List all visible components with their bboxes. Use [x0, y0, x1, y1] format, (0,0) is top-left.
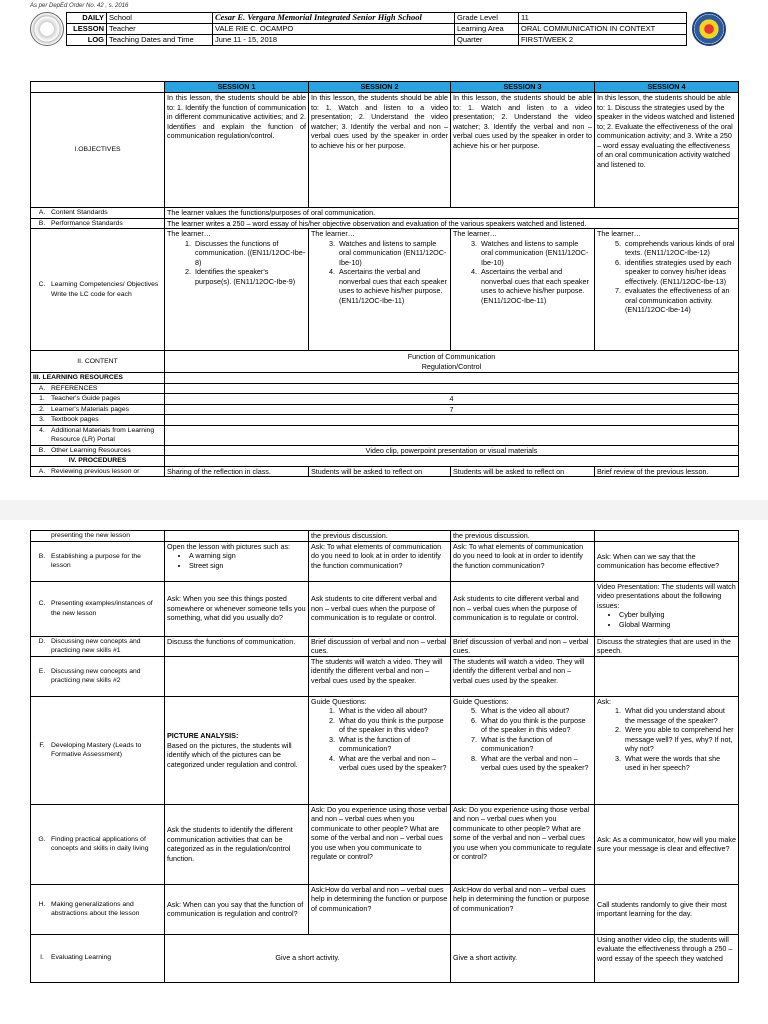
proc-f-session-4: Ask: 1. What did you understand about the message of the speaker? 2. Were you able to comprehend her message well? If yes, why? If not, why not? 3. What were the words that she used in her speech?: [595, 696, 739, 804]
content-value: Function of Communication Regulation/Control: [165, 351, 739, 373]
proc-h-session-2: Ask:How do verbal and non – verbal cues help in determining the function or purpose of communication?: [309, 884, 451, 934]
school-value: Cesar E. Vergara Memorial Integrated Senior High School: [213, 13, 455, 24]
proc-h-session-3: Ask:How do verbal and non – verbal cues help in determining the function or purpose of communication?: [451, 884, 595, 934]
proc-i-session-1-2: Give a short activity.: [165, 934, 451, 982]
competencies-session-3: The learner… 3. Watches and listens to sample oral communication (EN11/12OC-Ibe-10) 4. Ascertains the verbal and nonverbal cues that each speaker uses to achieve his/her purpose. (EN11/12OC-Ibe-11): [451, 229, 595, 351]
proc-h-label: H. Making generalizations and abstractions about the lesson: [31, 884, 165, 934]
proc-d-session-1: Discuss the functions of communication.: [165, 636, 309, 656]
session-1-header: SESSION 1: [165, 82, 309, 93]
textbook-value: [165, 415, 739, 426]
objectives-session-2: In this lesson, the students should be able to: 1. Watch and listen to a video presentation; 2. Understand the video watcher; 3. Identify the verbal and non – verbal cues used by the speaker in order to achieve his or her purpose.: [309, 93, 451, 208]
proc-d-label: D. Discussing new concepts and practicing new skills #1: [31, 636, 165, 656]
competencies-label: C. Learning Competencies/ Objectives Write the LC code for each: [31, 229, 165, 351]
proc-g-session-2: Ask: Do you experience using those verbal and non – verbal cues when you communicate to other people? What are some of the verbal and non – verbal cues you use when you communicate to regulate or control?: [309, 804, 451, 884]
proc-c-label: C. Presenting examples/instances of the new lesson: [31, 581, 165, 636]
proc-a-session-2: Students will be asked to reflect on: [309, 466, 451, 477]
objectives-session-4: In this lesson, the students should be able to: 1. Discuss the strategies used by the speaker in the videos watched and listened to; 2. Evaluate the effectiveness of the oral communication activity; and 3. Write a 250 – word essay evaluating the effectiveness of an oral communication activity watched and listened to.: [595, 93, 739, 208]
proc-d-session-4: Discuss the strategies that are used in the speech.: [595, 636, 739, 656]
proc-d-session-3: Brief discussion of verbal and non – verbal cues.: [451, 636, 595, 656]
proc-i-session-4: Using another video clip, the students will evaluate the effectiveness through a 250 – word essay of the speech they watched: [595, 934, 739, 982]
objectives-session-1: In this lesson, the students should be able to: 1. Identify the function of communication in different communicative activities; and 2. Identifies and explain the function of communication regulation/control.: [165, 93, 309, 208]
performance-standards-value: The learner writes a 250 – word essay of his/her objective observation and evaluation of the various speakers watched and listened.: [165, 218, 739, 229]
proc-i-label: I. Evaluating Learning: [31, 934, 165, 982]
proc-b-session-1: Open the lesson with pictures such as: • A warning sign • Street sign: [165, 541, 309, 581]
proc-e-session-1: [165, 656, 309, 696]
textbook-label: 3. Textbook pages: [31, 415, 165, 426]
quarter-value: FIRST/WEEK 2: [519, 35, 687, 46]
proc-a-session-2-cont: the previous discussion.: [309, 531, 451, 542]
deped-order-note: As per DepEd Order No. 42 , s. 2016: [30, 3, 129, 9]
proc-b-session-4: Ask: When can we say that the communication has become effective?: [595, 541, 739, 581]
proc-e-session-2: The students will watch a video. They will identify the different verbal and non – verbal cues used by the speaker.: [309, 656, 451, 696]
competencies-session-4: The learner… 5. comprehends various kinds of oral texts. (EN11/12OC-Ibe-12) 6. identifies strategies used by each speaker to convey his/her ideas effectively. (EN11/12OC-Ibe-13) 7. evaluates the effectiveness of an oral communication activity. (EN11/12OC-Ibe-14): [595, 229, 739, 351]
proc-h-session-1: Ask: When can you say that the function of communication is regulation and control?: [165, 884, 309, 934]
page-2: [0, 520, 768, 1024]
learners-materials-value: 7: [165, 404, 739, 415]
teacher-label: Teacher: [107, 24, 213, 35]
competencies-session-2: The learner… 3. Watches and listens to sample oral communication (EN11/12OC-Ibe-10) 4. Ascertains the verbal and nonverbal cues that each speaker uses to achieve his/her purpose. (EN11/12OC-Ibe-11): [309, 229, 451, 351]
proc-c-session-2: Ask students to cite different verbal and non – verbal cues when the purpose of communication is to regulate or control.: [309, 581, 451, 636]
learning-resources-label: III. LEARNING RESOURCES: [31, 373, 165, 384]
proc-f-session-2: Guide Questions: 1. What is the video all about? 2. What do you think is the purpose of the speaker in this video? 3. What is the function of communication? 4. What are the verbal and non – verbal cues used by the speaker?: [309, 696, 451, 804]
school-label: School: [107, 13, 213, 24]
proc-a-label-cont: presenting the new lesson: [31, 531, 165, 542]
dates-label: Teaching Dates and Time: [107, 35, 213, 46]
proc-g-session-4: Ask: As a communicator, how will you make sure your message is clear and effective?: [595, 804, 739, 884]
page-gap: [0, 500, 768, 520]
content-label: II. CONTENT: [31, 351, 165, 373]
proc-g-session-3: Ask: Do you experience using those verbal and non – verbal cues when you communicate to other people? What are some of the verbal and non – verbal cues you use when you communicate to regulate or control?: [451, 804, 595, 884]
content-standards-value: The learner values the functions/purposes of oral communication.: [165, 208, 739, 219]
quarter-label: Quarter: [455, 35, 519, 46]
page-1: [0, 0, 768, 500]
objectives-session-3: In this lesson, the students should be able to: 1. Watch and listen to a video presentation; 2. Understand the video watcher; 3. Identify the verbal and non – verbal cues used by the speaker in order to achieve his or her purpose.: [451, 93, 595, 208]
dll-label-lesson: LESSON: [67, 24, 107, 35]
additional-materials-value: [165, 425, 739, 445]
proc-f-session-1: PICTURE ANALYSIS: Based on the pictures, the students will identify which of the pictures can be categorized under regulation and control.: [165, 696, 309, 804]
proc-h-session-4: Call students randomly to give their most important learning for the day.: [595, 884, 739, 934]
proc-c-session-1: Ask: When you see this things posted somewhere or whenever someone tells you something, what did you usually do?: [165, 581, 309, 636]
session-2-header: SESSION 2: [309, 82, 451, 93]
teachers-guide-label: 1. Teacher's Guide pages: [31, 394, 165, 405]
proc-a-session-3-cont: the previous discussion.: [451, 531, 595, 542]
grade-level-label: Grade Level: [455, 13, 519, 24]
lesson-plan-table-page-2: [30, 530, 739, 983]
session-4-header: SESSION 4: [595, 82, 739, 93]
proc-f-label: F. Developing Mastery (Leads to Formative Assessment): [31, 696, 165, 804]
proc-a-session-4: Brief review of the previous lesson.: [595, 466, 739, 477]
proc-d-session-2: Brief discussion of verbal and non – verbal cues.: [309, 636, 451, 656]
proc-a-label: A. Reviewing previous lesson or: [31, 466, 165, 477]
proc-f-session-3: Guide Questions: 5. What is the video all about? 6. What do you think is the purpose of the speaker in this video? 7. What is the function of communication? 8. What are the verbal and non – verbal cues used by the speaker?: [451, 696, 595, 804]
teachers-guide-value: 4: [165, 394, 739, 405]
learning-area-label: Learning Area: [455, 24, 519, 35]
dll-label-daily: DAILY: [67, 13, 107, 24]
proc-b-label: B. Establishing a purpose for the lesson: [31, 541, 165, 581]
proc-a-session-3: Students will be asked to reflect on: [451, 466, 595, 477]
proc-g-label: G. Finding practical applications of concepts and skills in daily living: [31, 804, 165, 884]
dates-value: June 11 - 15, 2018: [213, 35, 455, 46]
school-seal-icon: [692, 12, 726, 46]
proc-i-session-3: Give a short activity.: [451, 934, 595, 982]
other-resources-value: Video clip, powerpoint presentation or visual materials: [165, 445, 739, 456]
dll-label-log: LOG: [67, 35, 107, 46]
proc-e-session-4: [595, 656, 739, 696]
proc-g-session-1: Ask the students to identify the different communication activities that can be categorized as in the regulation/control function.: [165, 804, 309, 884]
competencies-note: Write the LC code for each: [51, 290, 132, 298]
references-label: A. REFERENCES: [31, 383, 165, 394]
session-header-blank: [31, 82, 165, 93]
proc-b-session-2: Ask: To what elements of communication do you need to look at in order to identify the function communication?: [309, 541, 451, 581]
lesson-header-table: [66, 12, 687, 46]
additional-materials-label: 4. Additional Materials from Learning Resource (LR) Portal: [31, 425, 165, 445]
proc-a-session-1: Sharing of the reflection in class.: [165, 466, 309, 477]
learners-materials-label: 2. Learner's Materials pages: [31, 404, 165, 415]
lesson-plan-table-page-1: [30, 81, 739, 477]
proc-e-label: E. Discussing new concepts and practicing new skills #2: [31, 656, 165, 696]
deped-seal-icon: [30, 12, 64, 46]
performance-standards-label: B. Performance Standards: [31, 218, 165, 229]
content-standards-label: A. Content Standards: [31, 208, 165, 219]
learning-area-value: ORAL COMMUNICATION IN CONTEXT: [519, 24, 687, 35]
other-resources-label: B. Other Learning Resources: [31, 445, 165, 456]
proc-c-session-3: Ask students to cite different verbal and non – verbal cues when the purpose of communication is to regulate or control.: [451, 581, 595, 636]
proc-b-session-3: Ask: To what elements of communication do you need to look at in order to identify the function communication?: [451, 541, 595, 581]
teacher-value: VALE RIE C. OCAMPO: [213, 24, 455, 35]
objectives-label: I.OBJECTIVES: [31, 93, 165, 208]
grade-level-value: 11: [519, 13, 687, 24]
session-3-header: SESSION 3: [451, 82, 595, 93]
procedures-label: IV. PROCEDURES: [31, 456, 165, 467]
proc-e-session-3: The students will watch a video. They will identify the different verbal and non – verbal cues used by the speaker.: [451, 656, 595, 696]
proc-c-session-4: Video Presentation: The students will watch video presentations about the following issues: • Cyber bullying • Global Warming: [595, 581, 739, 636]
competencies-session-1: The learner… 1. Discusses the functions of communication. ((EN11/12OC-Ibe-8) 2. Identifies the speaker's purpose(s). (EN11/12OC-Ibe-9): [165, 229, 309, 351]
